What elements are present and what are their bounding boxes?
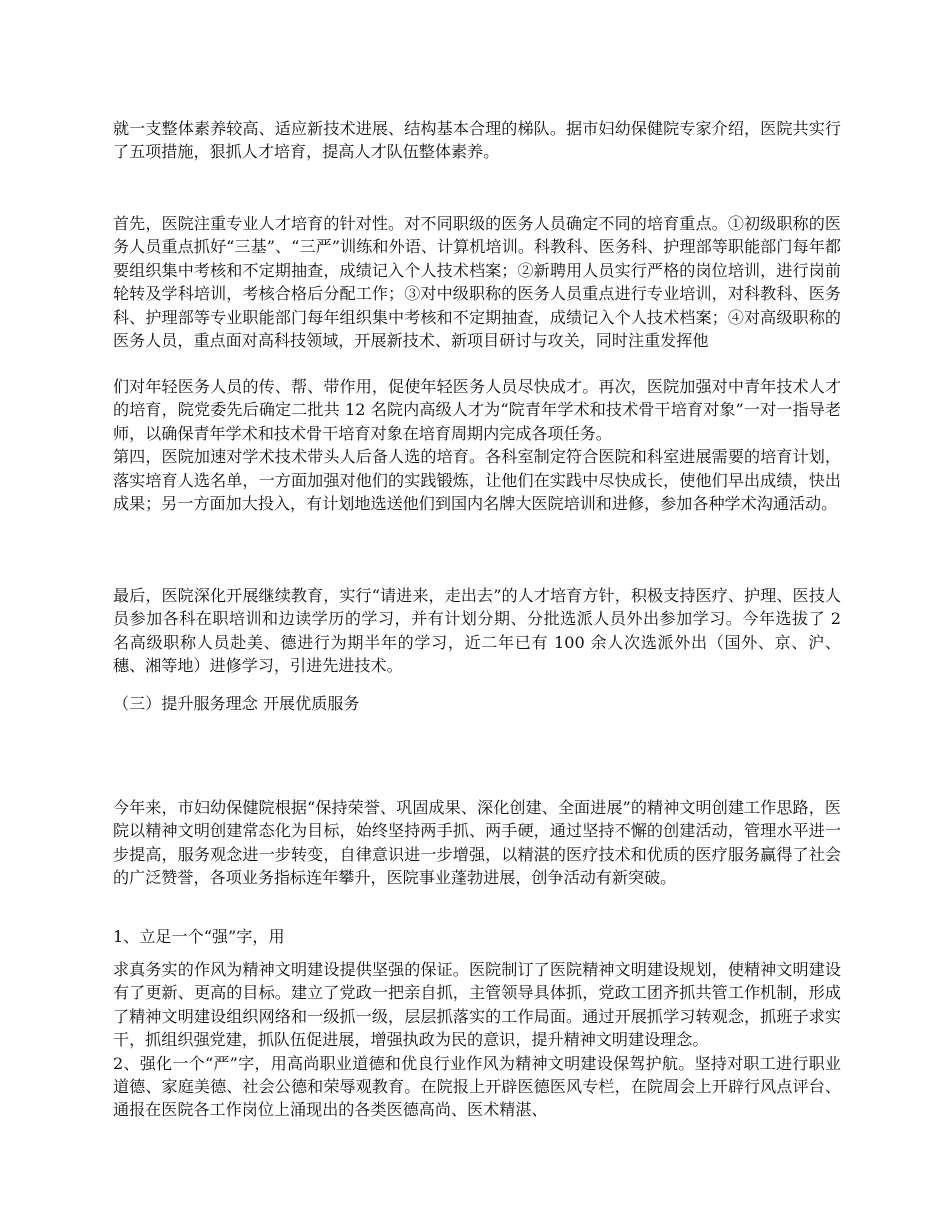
paragraph-civilization-overview: 今年来，市妇幼保健院根据“保持荣誉、巩固成果、深化创建、全面进展”的精神文明创建工作思路，医院以精神文明创建常态化为目标，始终坚持两手抓、两手硬，通过坚持不懈的创建活动，管理水平进一步提高，服务观念进一步转变，自律意识进一步增强，以精湛的医疗技术和优质的医疗服务赢得了社会的广泛赞誉，各项业务指标连年攀升，医院事业蓬勃进展，创争活动有新突破。 xyxy=(113,798,841,888)
paragraph-intro: 就一支整体素养较高、适应新技术进展、结构基本合理的梯队。据市妇幼保健院专家介绍，医院共实行了五项措施，狠抓人才培育，提高人才队伍整体素养。 xyxy=(113,119,841,162)
paragraph-second-third-measures: 们对年轻医务人员的传、帮、带作用，促使年轻医务人员尽快成才。再次，医院加强对中青年技术人才的培育，院党委先后确定二批共 12 名院内高级人才为“院青年学术和技术骨干培育对象”一对一指导老师，以确保青年学术和技术骨干培育对象在培育周期内完成各项任务。 第四，医院加速对学术技术带头人后备人选的培育。各科室制定符合医院和科室进展需要的培育计划，落实培育人选名单，一方面加强对他们的实践锻炼，让他们在实践中尽快成长，使他们早出成绩，快出成果；另一方面加大投入，有计划地选送他们到国内名牌大医院培训和进修，参加各种学术沟通活动。 xyxy=(113,377,841,514)
subheading-strong: 1、立足一个“强”字，用 xyxy=(113,927,285,946)
paragraph-strong-and-strict: 求真务实的作风为精神文明建设提供坚强的保证。医院制订了医院精神文明建设规划，使精神文明建设有了更新、更高的目标。建立了党政一把亲自抓，主管领导具体抓，党政工团齐抓共管工作机制，形成了精神文明建设组织网络和一级抓一级，层层抓落实的工作局面。通过开展抓学习转观念，抓班子求实干，抓组织强党建，抓队伍促进展，增强执政为民的意识，提升精神文明建设理念。 2、强化一个“严”字，用高尚职业道德和优良行业作风为精神文明建设保驾护航。坚持对职工进行职业道德、家庭美德、社会公德和荣辱观教育。在院报上开辟医德医风专栏，在院周会上开辟行风点评台、通报在医院各工作岗位上涌现出的各类医德高尚、医术精湛、 xyxy=(113,960,841,1120)
paragraph-final-measure: 最后，医院深化开展继续教育，实行“请进来，走出去”的人才培育方针，积极支持医疗、护理、医技人员参加各科在职培训和边读学历的学习，并有计划分期、分批选派人员外出参加学习。今年选拔了 2 名高级职称人员赴美、德进行为期半年的学习，近二年已有 100 余人次选派外出（国外、京、沪、穗、湘等地）进修学习，引进先进技术。 xyxy=(113,586,847,676)
paragraph-first-measure: 首先，医院注重专业人才培育的针对性。对不同职级的医务人员确定不同的培育重点。①初级职称的医务人员重点抓好“三基”、“三严”训练和外语、计算机培训。科教科、医务科、护理部等职能部门每年都要组织集中考核和不定期抽查，成绩记入个人技术档案；②新聘用人员实行严格的岗位培训，进行岗前轮转及学科培训，考核合格后分配工作；③对中级职称的医务人员重点进行专业培训，对科教科、医务科、护理部等专业职能部门每年组织集中考核和不定期抽查，成绩记入个人技术档案；④对高级职称的医务人员，重点面对高科技领域，开展新技术、新项目研讨与攻关，同时注重发挥他 xyxy=(113,214,841,351)
section-heading: （三）提升服务理念 开展优质服务 xyxy=(113,694,360,713)
